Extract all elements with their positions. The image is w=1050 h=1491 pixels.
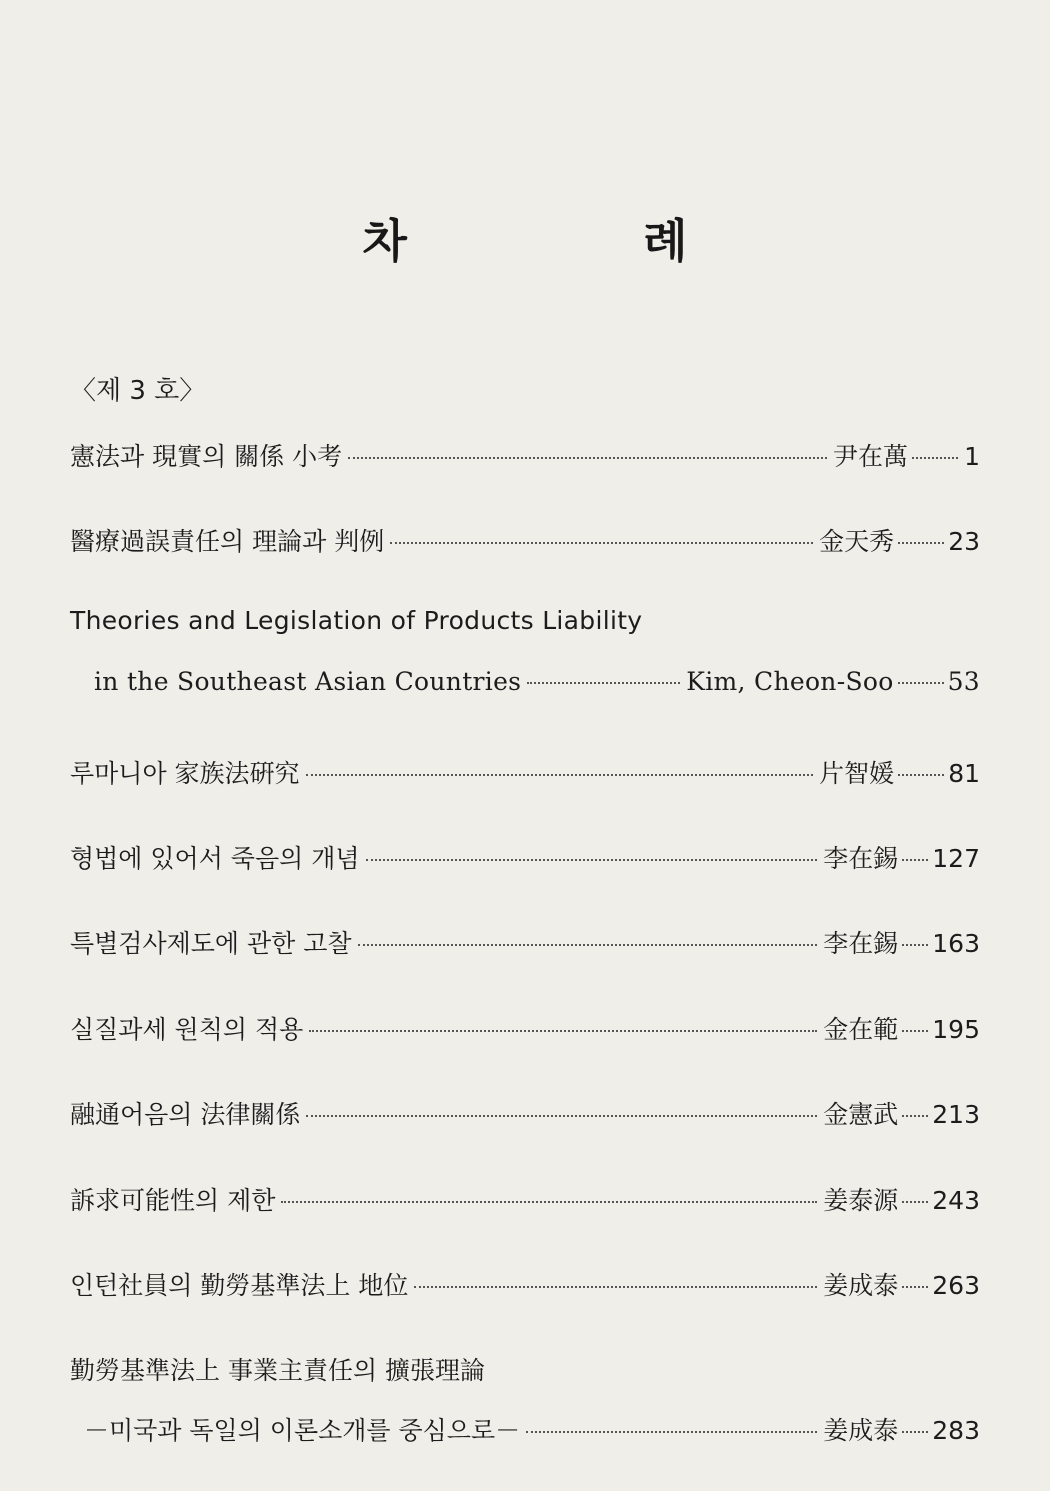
- entry-page: 243: [932, 1186, 980, 1215]
- entry-page: 23: [948, 527, 980, 556]
- entry-author: 李在錫: [823, 929, 899, 958]
- toc-entry[interactable]: [70, 1010, 980, 1046]
- entry-title: 醫療過誤責任의 理論과 判例: [70, 527, 385, 556]
- entry-title: 憲法과 現實의 關係 小考: [70, 442, 343, 471]
- entry-author: 姜成泰: [823, 1271, 899, 1300]
- entry-author: 金天秀: [819, 527, 895, 556]
- entry-author: Kim, Cheon-Soo: [686, 667, 894, 696]
- toc-entry[interactable]: [70, 754, 980, 790]
- dot-leader: [902, 1115, 928, 1117]
- dot-leader: [902, 859, 928, 861]
- dot-leader: [366, 859, 818, 861]
- entry-title: 실질과세 원칙의 적용: [70, 1015, 304, 1044]
- entry-page: 263: [932, 1271, 980, 1300]
- entry-title: 특별검사제도에 관한 고찰: [70, 929, 352, 958]
- entry-page: 213: [932, 1100, 980, 1129]
- entry-page: 163: [932, 929, 980, 958]
- toc-entry[interactable]: [70, 839, 980, 875]
- dot-leader: [390, 542, 813, 544]
- entry-author: 金憲武: [823, 1100, 899, 1129]
- entry-page: 1: [964, 442, 980, 471]
- entry-page: 127: [932, 844, 980, 873]
- entry-page: 195: [932, 1015, 980, 1044]
- dot-leader: [306, 774, 814, 776]
- dot-leader: [902, 1030, 928, 1032]
- entry-page: 53: [947, 667, 980, 696]
- entry-title: 融通어음의 法律關係: [70, 1100, 301, 1129]
- dot-leader: [902, 944, 928, 946]
- dot-leader: [306, 1115, 817, 1117]
- entry-author: 尹在萬: [832, 442, 908, 471]
- page-title: 차 례: [362, 214, 798, 268]
- entry-author: 姜泰源: [823, 1186, 899, 1215]
- entry-author: 片智媛: [819, 759, 895, 788]
- dot-leader: [912, 457, 958, 459]
- entry-author: 姜成泰: [823, 1416, 899, 1445]
- dot-leader: [526, 1431, 817, 1433]
- dot-leader: [281, 1201, 817, 1203]
- dot-leader: [527, 682, 680, 684]
- entry-page: 283: [932, 1416, 980, 1445]
- entry-title: －미국과 독일의 이론소개를 중심으로－: [84, 1416, 521, 1445]
- dot-leader: [309, 1030, 817, 1032]
- dot-leader: [902, 1431, 928, 1433]
- issue-label: 〈제 3 호〉: [70, 376, 206, 406]
- toc-entry[interactable]: [94, 667, 980, 696]
- entry-title: 루마니아 家族法硏究: [70, 759, 300, 788]
- dot-leader: [902, 1201, 928, 1203]
- dot-leader: [358, 944, 818, 946]
- dot-leader: [414, 1286, 817, 1288]
- toc-entry[interactable]: [70, 522, 980, 558]
- entry-author: 李在錫: [823, 844, 899, 873]
- dot-leader: [348, 457, 827, 459]
- toc-entry[interactable]: [84, 1411, 980, 1447]
- bleed-through-text: [270, 110, 314, 174]
- toc-entry[interactable]: [70, 437, 980, 473]
- entry-title: 인턴社員의 勤勞基準法上 地位: [70, 1271, 409, 1300]
- dot-leader: [902, 1286, 928, 1288]
- toc-entry[interactable]: [70, 924, 980, 960]
- entry-title: in the Southeast Asian Countries: [94, 667, 522, 696]
- toc-entry[interactable]: [70, 1181, 980, 1217]
- toc-entry[interactable]: [70, 1266, 980, 1302]
- entry-author: 金在範: [823, 1015, 899, 1044]
- entry-page: 81: [948, 759, 980, 788]
- dot-leader: [898, 542, 944, 544]
- entry-title-line1[interactable]: 勤勞基準法上 事業主責任의 擴張理論: [70, 1356, 486, 1385]
- dot-leader: [898, 774, 944, 776]
- toc-entry[interactable]: [70, 1095, 980, 1131]
- entry-title: 형법에 있어서 죽음의 개념: [70, 844, 360, 873]
- dot-leader: [898, 682, 944, 684]
- entry-title: 訴求可能性의 제한: [70, 1186, 276, 1215]
- entry-title-line1[interactable]: Theories and Legislation of Products Liability: [70, 606, 643, 635]
